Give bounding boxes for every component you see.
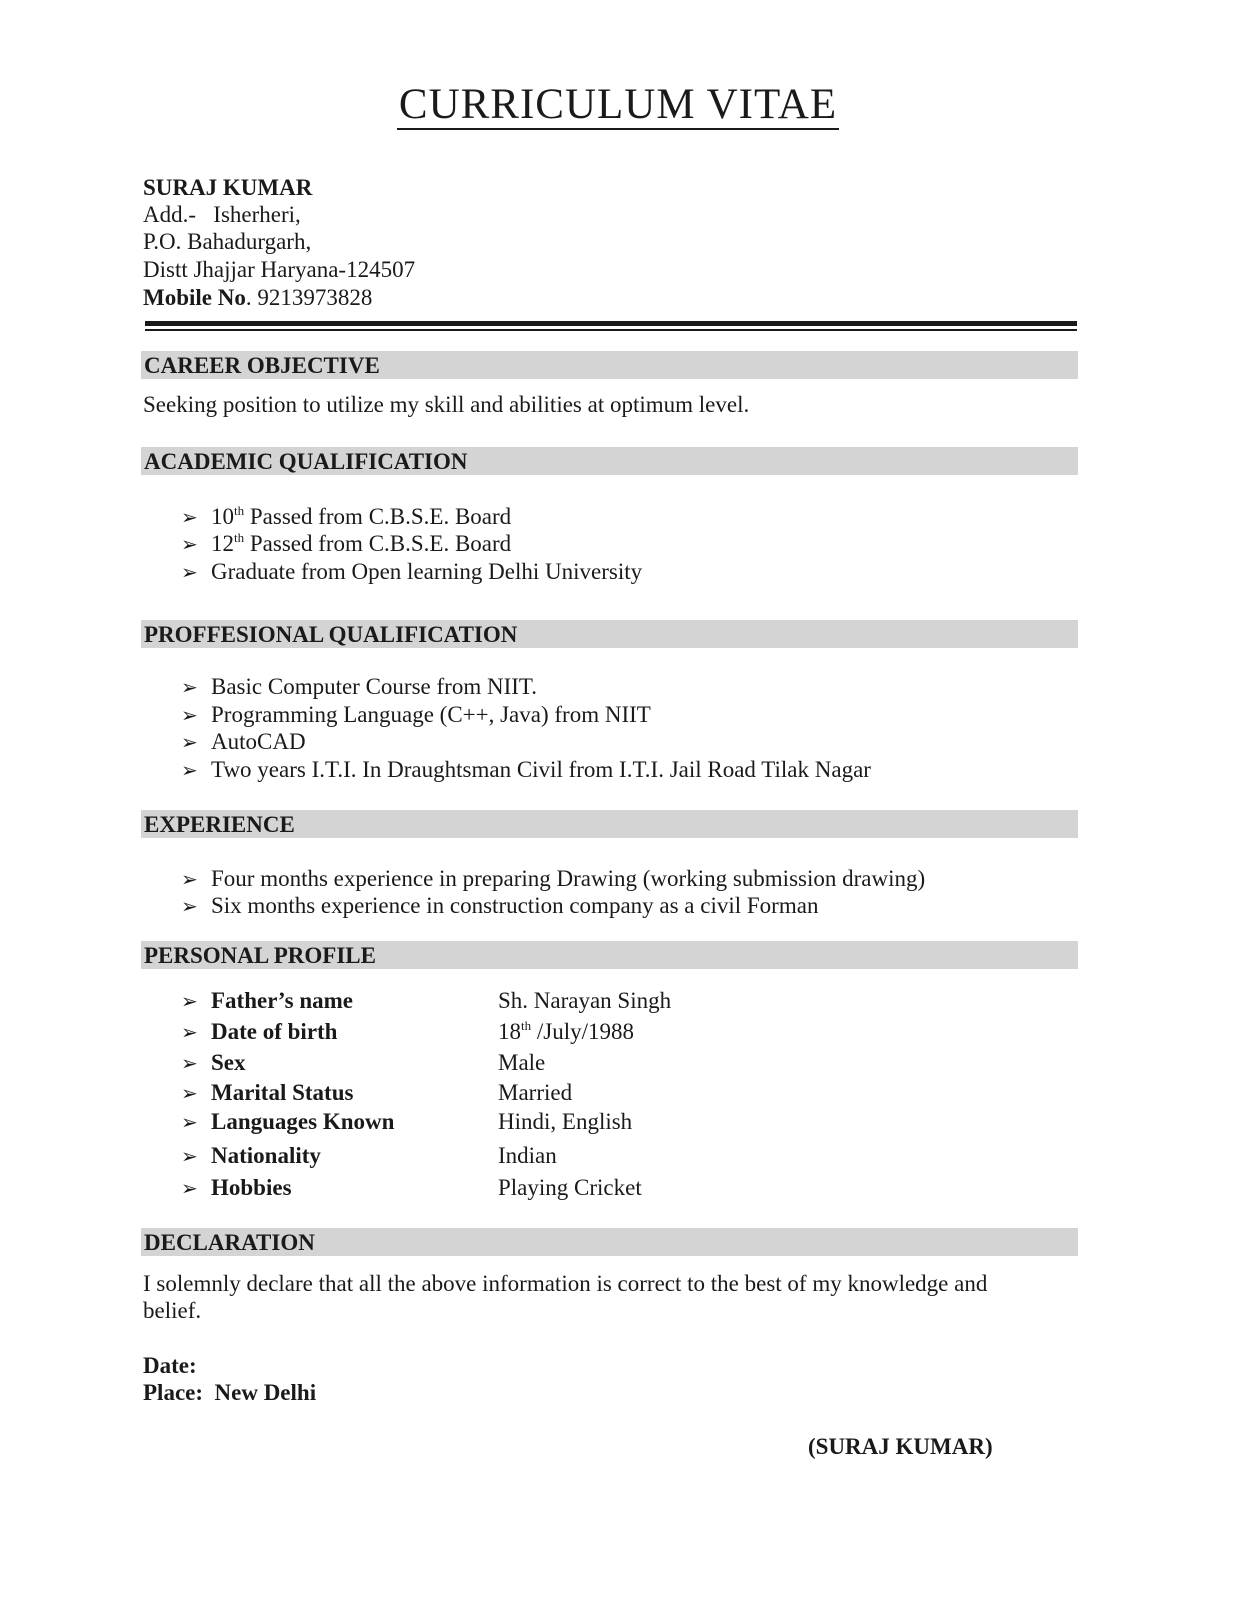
address-label: Add.- xyxy=(143,202,197,227)
header-divider-thin xyxy=(145,329,1077,331)
bullet-arrow-icon: ➢ xyxy=(181,1053,198,1075)
professional-item xyxy=(181,701,651,730)
bullet-arrow-icon: ➢ xyxy=(181,677,198,699)
item-text: Basic Computer Course from NIIT. xyxy=(211,674,537,699)
bullet-arrow-icon: ➢ xyxy=(181,1022,198,1044)
profile-value: Hindi, English xyxy=(498,1109,633,1134)
section-personal-profile xyxy=(141,941,1078,969)
address-line-3: Distt Jhajjar Haryana-124507 xyxy=(143,257,416,282)
profile-value: Married xyxy=(498,1080,573,1105)
section-heading: PERSONAL PROFILE xyxy=(144,943,376,968)
item-sup: th xyxy=(234,503,245,518)
item-text-post: Passed from C.B.S.E. Board xyxy=(244,531,512,556)
item-text-post: Passed from C.B.S.E. Board xyxy=(244,504,512,529)
profile-label: Hobbies xyxy=(211,1175,292,1200)
item-text: Programming Language (C++, Java) from NIIT xyxy=(211,702,651,727)
bullet-arrow-icon: ➢ xyxy=(181,534,198,556)
mobile-line xyxy=(143,284,372,311)
section-heading: ACADEMIC QUALIFICATION xyxy=(144,449,468,474)
profile-row xyxy=(181,1108,632,1137)
profile-value-post: /July/1988 xyxy=(531,1019,634,1044)
section-experience xyxy=(141,810,1078,838)
bullet-arrow-icon: ➢ xyxy=(181,869,198,891)
profile-row xyxy=(181,1079,572,1108)
bullet-arrow-icon: ➢ xyxy=(181,562,198,584)
profile-label: Date of birth xyxy=(211,1019,338,1044)
place-value: New Delhi xyxy=(214,1380,317,1405)
candidate-name: SURAJ KUMAR xyxy=(143,175,313,200)
bullet-arrow-icon: ➢ xyxy=(181,760,198,782)
academic-item xyxy=(181,503,511,532)
mobile-value: . 9213973828 xyxy=(245,285,373,310)
profile-row xyxy=(181,987,671,1016)
item-text: Four months experience in preparing Drawing (working submission drawing) xyxy=(211,866,926,891)
item-text: Two years I.T.I. In Draughtsman Civil from I.T.I. Jail Road Tilak Nagar xyxy=(211,757,871,782)
profile-value: Male xyxy=(498,1050,546,1075)
section-professional xyxy=(141,620,1078,648)
professional-item xyxy=(181,728,306,757)
bullet-arrow-icon: ➢ xyxy=(181,1112,198,1134)
bullet-arrow-icon: ➢ xyxy=(181,1178,198,1200)
item-text: Six months experience in construction company as a civil Forman xyxy=(211,893,819,918)
section-academic xyxy=(141,447,1078,475)
address-line-2: P.O. Bahadurgarh, xyxy=(143,229,312,254)
profile-row xyxy=(181,1174,642,1203)
profile-label: Marital Status xyxy=(211,1080,354,1105)
page-title xyxy=(0,80,1236,130)
academic-item xyxy=(181,558,642,587)
profile-label: Languages Known xyxy=(211,1109,395,1134)
item-text: 10 xyxy=(211,504,234,529)
career-objective-text: Seeking position to utilize my skill and abilities at optimum level. xyxy=(143,392,750,417)
address-line-1 xyxy=(143,201,301,228)
place-line xyxy=(143,1379,316,1406)
bullet-arrow-icon: ➢ xyxy=(181,1083,198,1105)
declaration-text-line-2: belief. xyxy=(143,1298,202,1323)
profile-row xyxy=(181,1142,557,1171)
profile-label: Father’s name xyxy=(211,988,353,1013)
mobile-label: Mobile No xyxy=(143,285,246,310)
profile-row xyxy=(181,1018,634,1047)
page-title-text: CURRICULUM VITAE xyxy=(398,81,838,128)
place-label: Place: xyxy=(143,1380,204,1405)
bullet-arrow-icon: ➢ xyxy=(181,991,198,1013)
signature-name: (SURAJ KUMAR) xyxy=(808,1434,993,1459)
section-heading: EXPERIENCE xyxy=(144,812,295,837)
section-heading: PROFFESIONAL QUALIFICATION xyxy=(144,622,518,647)
profile-row xyxy=(181,1049,545,1078)
bullet-arrow-icon: ➢ xyxy=(181,507,198,529)
item-text: Graduate from Open learning Delhi University xyxy=(211,559,643,584)
bullet-arrow-icon: ➢ xyxy=(181,705,198,727)
profile-value-sup: th xyxy=(521,1018,532,1033)
profile-label: Nationality xyxy=(211,1143,321,1168)
profile-value: 18 xyxy=(498,1019,521,1044)
item-text: AutoCAD xyxy=(211,729,306,754)
item-sup: th xyxy=(234,530,245,545)
profile-value: Indian xyxy=(498,1143,557,1168)
declaration-text-line-1: I solemnly declare that all the above information is correct to the best of my knowledge and xyxy=(143,1271,988,1296)
section-career-objective xyxy=(141,351,1078,379)
date-label: Date: xyxy=(143,1353,197,1378)
profile-value: Sh. Narayan Singh xyxy=(498,988,672,1013)
item-text: 12 xyxy=(211,531,234,556)
header-divider-thick xyxy=(145,321,1077,326)
bullet-arrow-icon: ➢ xyxy=(181,1146,198,1168)
section-heading: CAREER OBJECTIVE xyxy=(144,353,380,378)
section-heading: DECLARATION xyxy=(144,1230,315,1255)
profile-value: Playing Cricket xyxy=(498,1175,642,1200)
experience-item xyxy=(181,892,818,921)
experience-item xyxy=(181,865,925,894)
academic-item xyxy=(181,530,511,559)
bullet-arrow-icon: ➢ xyxy=(181,732,198,754)
address-village: Isherheri, xyxy=(213,202,301,227)
section-declaration xyxy=(141,1228,1078,1256)
professional-item xyxy=(181,673,537,702)
profile-label: Sex xyxy=(211,1050,246,1075)
professional-item xyxy=(181,756,871,785)
bullet-arrow-icon: ➢ xyxy=(181,896,198,918)
